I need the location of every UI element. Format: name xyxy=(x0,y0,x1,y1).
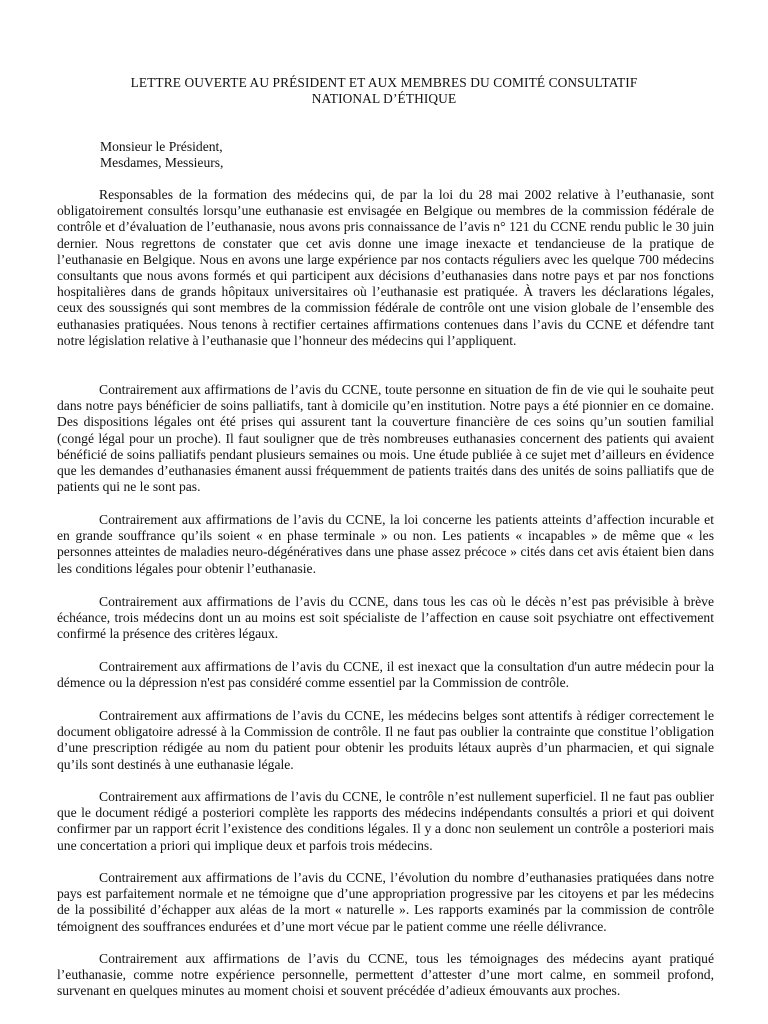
salutation-line-2: Mesdames, Messieurs, xyxy=(100,155,224,170)
paragraph-control-process: Contrairement aux affirmations de l’avis du CCNE, le contrôle n’est nullement superficiel. Il ne faut pas oublier que le document rédigé a posteriori complète les rapports des médecins indépendants consultés a priori et qui doivent confirmer par un rapport écrit l’existence des conditions légales. Il y a donc non seulement un contrôle a posteriori mais une concertation a priori qui implique deux et parfois trois médecins. xyxy=(57,789,714,853)
paragraph-testimonies: Contrairement aux affirmations de l’avis du CCNE, tous les témoignages des médecins ayant pratiqué l’euthanasie, comme notre expérience personnelle, permettent d’attester d’une mort calme, en sommeil profond, survenant en quelques minutes au moment choisi et souvent précédée d’adieux émouvants aux proches. xyxy=(57,951,714,999)
paragraph-introduction: Responsables de la formation des médecins qui, de par la loi du 28 mai 2002 relative à l’euthanasie, sont obligatoirement consultés lorsqu’une euthanasie est envisagée en Belgique ou membres de la commission fédérale de contrôle et d’évaluation de l’euthanasie, nous avons pris connaissance de l’avis n° 121 du CCNE rendu public le 30 juin dernier. Nous regrettons de constater que cet avis donne une image inexacte et tendancieuse de la pratique de l’euthanasie en Belgique. Nous en avons une large expérience par nos contacts réguliers avec les quelque 700 médecins consultants que nous avons formés et qui participent aux décisions d’euthanasies dans notre pays et par nos fonctions hospitalières dans de grands hôpitaux universitaires où l’euthanasie est pratiquée. À travers les déclarations légales, ceux des soussignés qui sont membres de la commission fédérale de contrôle ont une vision globale de l’ensemble des euthanasies pratiquées. Nous tenons à rectifier certaines affirmations contenues dans l’avis du CCNE et défendre tant notre législation relative à l’euthanasie que l’honneur des médecins qui l’appliquent. xyxy=(57,187,714,348)
document-title-line-2: NATIONAL D’ÉTHIQUE xyxy=(311,91,457,106)
salutation-line-1: Monsieur le Président, xyxy=(100,139,223,154)
paragraph-evolution: Contrairement aux affirmations de l’avis du CCNE, l’évolution du nombre d’euthanasies pratiquées dans notre pays est parfaitement normale et ne témoigne que d’une appropriation progressive par les citoyens et par les médecins de la possibilité d’échapper aux aléas de la mort « naturelle ». Les rapports examinés par la commission de contrôle témoignent des souffrances endurées et d’une mort vécue par le patient comme une réelle délivrance. xyxy=(57,870,714,934)
paragraph-dementia-consultation: Contrairement aux affirmations de l’avis du CCNE, il est inexact que la consultation d'un autre médecin pour la démence ou la dépression n'est pas considéré comme essentiel par la Commission de contrôle. xyxy=(57,659,714,691)
paragraph-palliative-care: Contrairement aux affirmations de l’avis du CCNE, toute personne en situation de fin de vie qui le souhaite peut dans notre pays bénéficier de soins palliatifs, tant à domicile qu’en institution. Notre pays a été pionnier en ce domaine. Des dispositions légales ont été prises qui assurent tant la couverture financière de ces soins qu’un soutien familial (congé légal pour un proche). Il faut souligner que de très nombreuses euthanasies concernent des patients qui avaient bénéficié de soins palliatifs pendant plusieurs semaines ou mois. Une étude publiée à ce sujet met d’ailleurs en évidence que les demandes d’euthanasies émanent aussi fréquemment de patients traités dans des unités de soins palliatifs que de patients qui ne le sont pas. xyxy=(57,382,714,495)
paragraph-terminal-phase: Contrairement aux affirmations de l’avis du CCNE, la loi concerne les patients atteints d’affection incurable et en grande souffrance qu’ils soient « en phase terminale » ou non. Les patients « incapables » de même que « les personnes atteintes de maladies neuro-dégénératives dans une phase assez précoce » cités dans cet avis étaient bien dans les conditions légales pour obtenir l’euthanasie. xyxy=(57,512,714,576)
paragraph-mandatory-document: Contrairement aux affirmations de l’avis du CCNE, les médecins belges sont attentifs à rédiger correctement le document obligatoire adressé à la Commission de contrôle. Il ne faut pas oublier la contrainte que constitue l’obligation d’une prescription rédigée au nom du patient pour obtenir les produits létaux auprès d’un pharmacien, et qui signale qu’ils sont destinés à une euthanasie légale. xyxy=(57,708,714,772)
paragraph-three-physicians: Contrairement aux affirmations de l’avis du CCNE, dans tous les cas où le décès n’est pas prévisible à brève échéance, trois médecins dont un au moins est soit spécialiste de l’affection en cause soit psychiatre ont effectivement confirmé la présence des critères légaux. xyxy=(57,594,714,642)
document-title-line-1: LETTRE OUVERTE AU PRÉSIDENT ET AUX MEMBRES DU COMITÉ CONSULTATIF xyxy=(130,75,638,90)
